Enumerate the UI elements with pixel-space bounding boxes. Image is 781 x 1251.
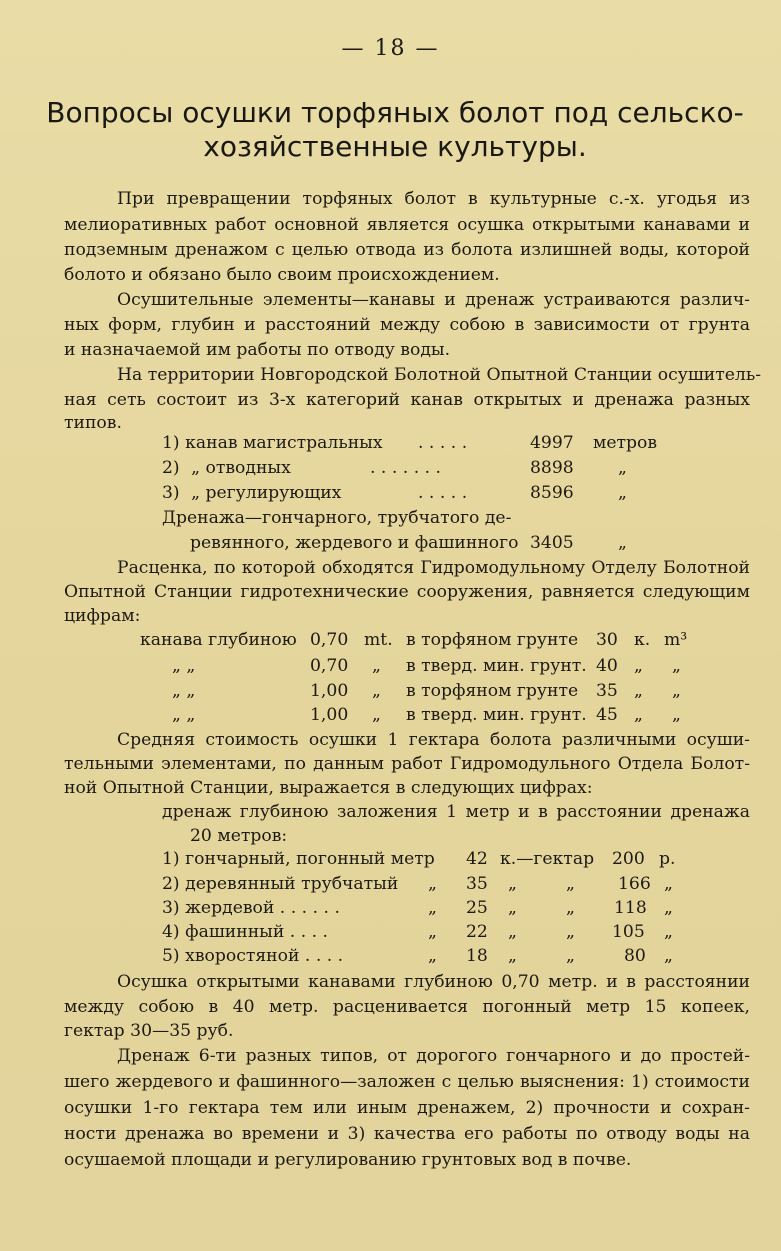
price-row-label: „ „ [172,681,196,701]
drain-total: 118 [614,898,647,918]
list-item [162,458,291,478]
paragraph-line: дренаж глубиною заложения 1 метр и в расстоянии дренажа [162,802,750,822]
paragraph-line: подземным дренажом с целью отвода из болота излишней воды, которой [64,240,750,260]
ditto-mark: „ [566,946,575,966]
item-number: 3) [162,483,180,503]
price-soil: в тверд. мин. грунт. [406,656,587,676]
item-number: 1) [162,849,180,869]
dot-leader: . . . . . [418,433,468,453]
paragraph-line: При превращении торфяных болот в культурные с.-х. угодья из [117,189,750,209]
paragraph-line: ной Опытной Станции, выражается в следующих цифрах: [64,778,593,798]
paragraph-line: цифрам: [64,606,141,626]
item-number: 2) [162,874,180,894]
drain-unit: „ [664,874,673,894]
price-currency: к. [634,630,651,650]
item-unit: „ [618,533,627,553]
list-item [162,433,383,453]
price-currency: „ [634,681,643,701]
paragraph-line: Осушка открытыми канавами глубиною 0,70 метр. и в расстоянии [117,972,750,992]
paragraph-line: Средняя стоимость осушки 1 гектара болота различными осуши- [117,730,750,750]
price-depth: 0,70 [310,630,349,650]
ditto-mark: „ [428,898,437,918]
paragraph-line: На территории Новгородской Болотной Опытной Станции осушитель- [117,365,762,385]
item-name: „ отводных [191,458,291,478]
price-depth: 0,70 [310,656,349,676]
price-per: „ [672,705,681,725]
price-per: „ [672,681,681,701]
paragraph-line: и назначаемой им работы по отводу воды. [64,340,451,360]
price-soil: в торфяном грунте [406,681,579,701]
drain-currency: „ [508,898,517,918]
page-number: — 18 — [341,36,440,61]
item-name: хворостяной . . . . [185,946,344,966]
paragraph-line: тельными элементами, по данным работ Гидромодульного Отдела Болот- [64,754,750,774]
price-value: 40 [596,656,618,676]
price-unit: „ [372,681,381,701]
paragraph-line: типов. [64,413,122,433]
price-per: m³ [664,630,688,650]
ditto-mark: „ [428,922,437,942]
item-name: канав магистральных [185,433,383,453]
list-item [162,922,328,942]
drain-price: 25 [466,898,488,918]
item-number: 2) [162,458,180,478]
item-value: 8596 [530,483,574,503]
price-unit: „ [372,656,381,676]
price-row-label: „ „ [172,656,196,676]
drain-unit: „ [664,922,673,942]
drain-price: 42 [466,849,488,869]
paragraph-line: осушаемой площади и регулированию грунтовых вод в почве. [64,1150,632,1170]
price-row-label: „ „ [172,705,196,725]
page-title-line2: хозяйственные культуры. [203,130,587,163]
drain-currency: к.—гектар [500,849,595,869]
item-number: 4) [162,922,180,942]
ditto-mark: „ [566,922,575,942]
ditto-mark: „ [566,898,575,918]
drain-unit: „ [664,946,673,966]
drain-currency: „ [508,922,517,942]
price-value: 45 [596,705,618,725]
item-unit: „ [618,458,627,478]
item-name: гончарный, погонный метр [185,849,435,869]
paragraph-line: 20 метров: [190,826,288,846]
drain-currency: „ [508,946,517,966]
paragraph-line: Осушительные элементы—канавы и дренаж устраиваются различ- [117,290,750,310]
item-name: деревянный трубчатый [185,874,399,894]
dot-leader: . . . . . [418,483,468,503]
paragraph-line: осушки 1-го гектара тем или иным дренажем, 2) прочности и сохран- [64,1098,750,1118]
price-row-label: канава глубиною [140,630,297,650]
drain-price: 35 [466,874,488,894]
item-number: 3) [162,898,180,918]
price-soil: в тверд. мин. грунт. [406,705,587,725]
list-item [162,874,398,894]
paragraph-line: шего жердевого и фашинного—заложен с целью выяснения: 1) стоимости [64,1072,750,1092]
ditto-mark: „ [566,874,575,894]
drainage-line: ревянного, жердевого и фашинного [190,533,519,553]
paragraph-line: мелиоративных работ основной является осушка открытыми канавами и [64,215,750,235]
paragraph-line: ная сеть состоит из 3-х категорий канав открытых и дренажа разных [64,390,750,410]
price-unit: mt. [364,630,393,650]
paragraph-line: Опытной Станции гидротехнические сооружения, равняется следующим [64,582,750,602]
paragraph-line: болото и обязано было своим происхождением. [64,265,500,285]
list-item [162,898,340,918]
list-item [162,483,341,503]
paragraph-line: Расценка, по которой обходятся Гидромодульному Отделу Болотной [117,558,750,578]
drain-price: 22 [466,922,488,942]
drain-total: 80 [624,946,646,966]
item-value: 8898 [530,458,574,478]
item-value: 3405 [530,533,574,553]
ditto-mark: „ [428,946,437,966]
drain-unit: „ [664,898,673,918]
drain-total: 166 [618,874,651,894]
list-item [162,946,343,966]
item-name: „ регулирующих [191,483,342,503]
price-currency: „ [634,705,643,725]
dot-leader: . . . . . . . [370,458,442,478]
price-depth: 1,00 [310,681,349,701]
item-unit: метров [593,433,658,453]
item-number: 5) [162,946,180,966]
price-soil: в торфяном грунте [406,630,579,650]
item-value: 4997 [530,433,574,453]
price-value: 35 [596,681,618,701]
price-per: „ [672,656,681,676]
price-unit: „ [372,705,381,725]
price-value: 30 [596,630,618,650]
item-number: 1) [162,433,180,453]
drainage-line: Дренажа—гончарного, трубчатого де- [162,508,512,528]
price-currency: „ [634,656,643,676]
drain-total: 200 [612,849,645,869]
paragraph-line: ных форм, глубин и расстояний между собою в зависимости от грунта [64,315,750,335]
paragraph-line: между собою в 40 метр. расценивается погонный метр 15 копеек, [64,997,750,1017]
drain-price: 18 [466,946,488,966]
page-title: Вопросы осушки торфяных болот под сельско- [46,96,744,129]
ditto-mark: „ [428,874,437,894]
paragraph-line: Дренаж 6-ти разных типов, от дорогого гончарного и до простей- [117,1046,750,1066]
drain-total: 105 [612,922,645,942]
paragraph-line: гектар 30—35 руб. [64,1021,234,1041]
list-item [162,849,435,869]
item-unit: „ [618,483,627,503]
paragraph-line: ности дренажа во времени и 3) качества его работы по отводу воды на [64,1124,750,1144]
price-depth: 1,00 [310,705,349,725]
drain-currency: „ [508,874,517,894]
item-name: фашинный . . . . [185,922,329,942]
item-name: жердевой . . . . . . [185,898,340,918]
drain-unit: р. [659,849,676,869]
